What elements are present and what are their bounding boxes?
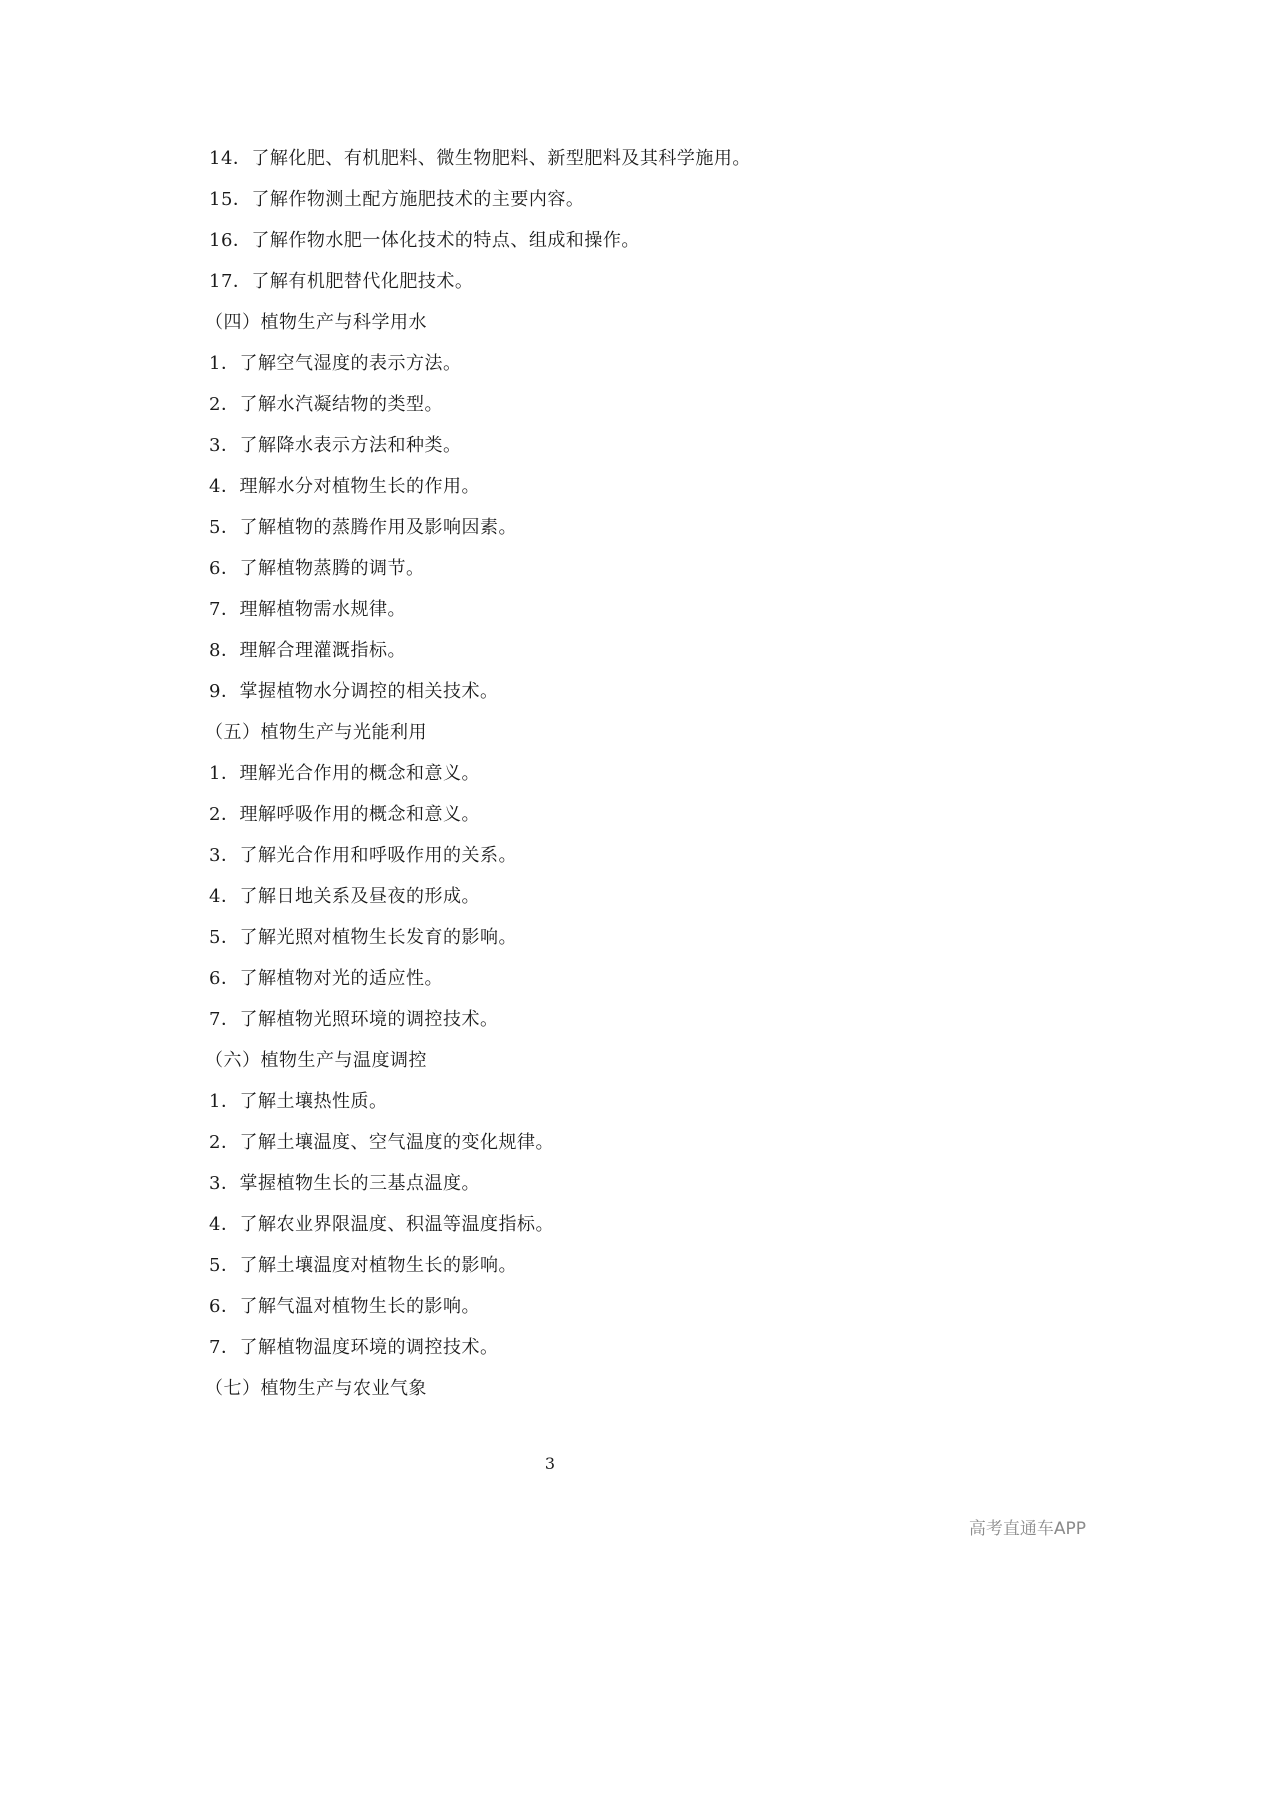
section-heading: （五）植物生产与光能利用 [205, 722, 427, 743]
list-item: 1．了解空气湿度的表示方法。 [209, 353, 462, 374]
list-item: 6．了解植物蒸腾的调节。 [209, 558, 425, 579]
list-item: 16．了解作物水肥一体化技术的特点、组成和操作。 [209, 230, 640, 251]
watermark: 高考直通车APP [968, 1519, 1086, 1539]
section-heading: （四）植物生产与科学用水 [205, 312, 427, 333]
list-item: 4．了解日地关系及昼夜的形成。 [209, 886, 480, 907]
list-item: 5．了解光照对植物生长发育的影响。 [209, 927, 517, 948]
list-item: 2．了解水汽凝结物的类型。 [209, 394, 443, 415]
list-item: 1．了解土壤热性质。 [209, 1091, 388, 1112]
list-item: 1．理解光合作用的概念和意义。 [209, 763, 480, 784]
list-item: 8．理解合理灌溉指标。 [209, 640, 406, 661]
list-item: 9．掌握植物水分调控的相关技术。 [209, 681, 499, 702]
section-heading: （六）植物生产与温度调控 [205, 1050, 427, 1071]
list-item: 6．了解植物对光的适应性。 [209, 968, 443, 989]
list-item: 7．了解植物光照环境的调控技术。 [209, 1009, 499, 1030]
list-item: 5．了解植物的蒸腾作用及影响因素。 [209, 517, 517, 538]
list-item: 4．了解农业界限温度、积温等温度指标。 [209, 1214, 554, 1235]
list-item: 7．了解植物温度环境的调控技术。 [209, 1337, 499, 1358]
list-item: 14．了解化肥、有机肥料、微生物肥料、新型肥料及其科学施用。 [209, 148, 751, 169]
section-heading: （七）植物生产与农业气象 [205, 1378, 427, 1399]
list-item: 3．掌握植物生长的三基点温度。 [209, 1173, 480, 1194]
list-item: 3．了解降水表示方法和种类。 [209, 435, 462, 456]
list-item: 2．理解呼吸作用的概念和意义。 [209, 804, 480, 825]
list-item: 6．了解气温对植物生长的影响。 [209, 1296, 480, 1317]
list-item: 2．了解土壤温度、空气温度的变化规律。 [209, 1132, 554, 1153]
list-item: 7．理解植物需水规律。 [209, 599, 406, 620]
content-lines [205, 143, 751, 1414]
list-item: 4．理解水分对植物生长的作用。 [209, 476, 480, 497]
list-item: 5．了解土壤温度对植物生长的影响。 [209, 1255, 517, 1276]
list-item: 17．了解有机肥替代化肥技术。 [209, 271, 474, 292]
page-number: 3 [544, 1454, 556, 1473]
list-item: 3．了解光合作用和呼吸作用的关系。 [209, 845, 517, 866]
list-item: 15．了解作物测土配方施肥技术的主要内容。 [209, 189, 585, 210]
